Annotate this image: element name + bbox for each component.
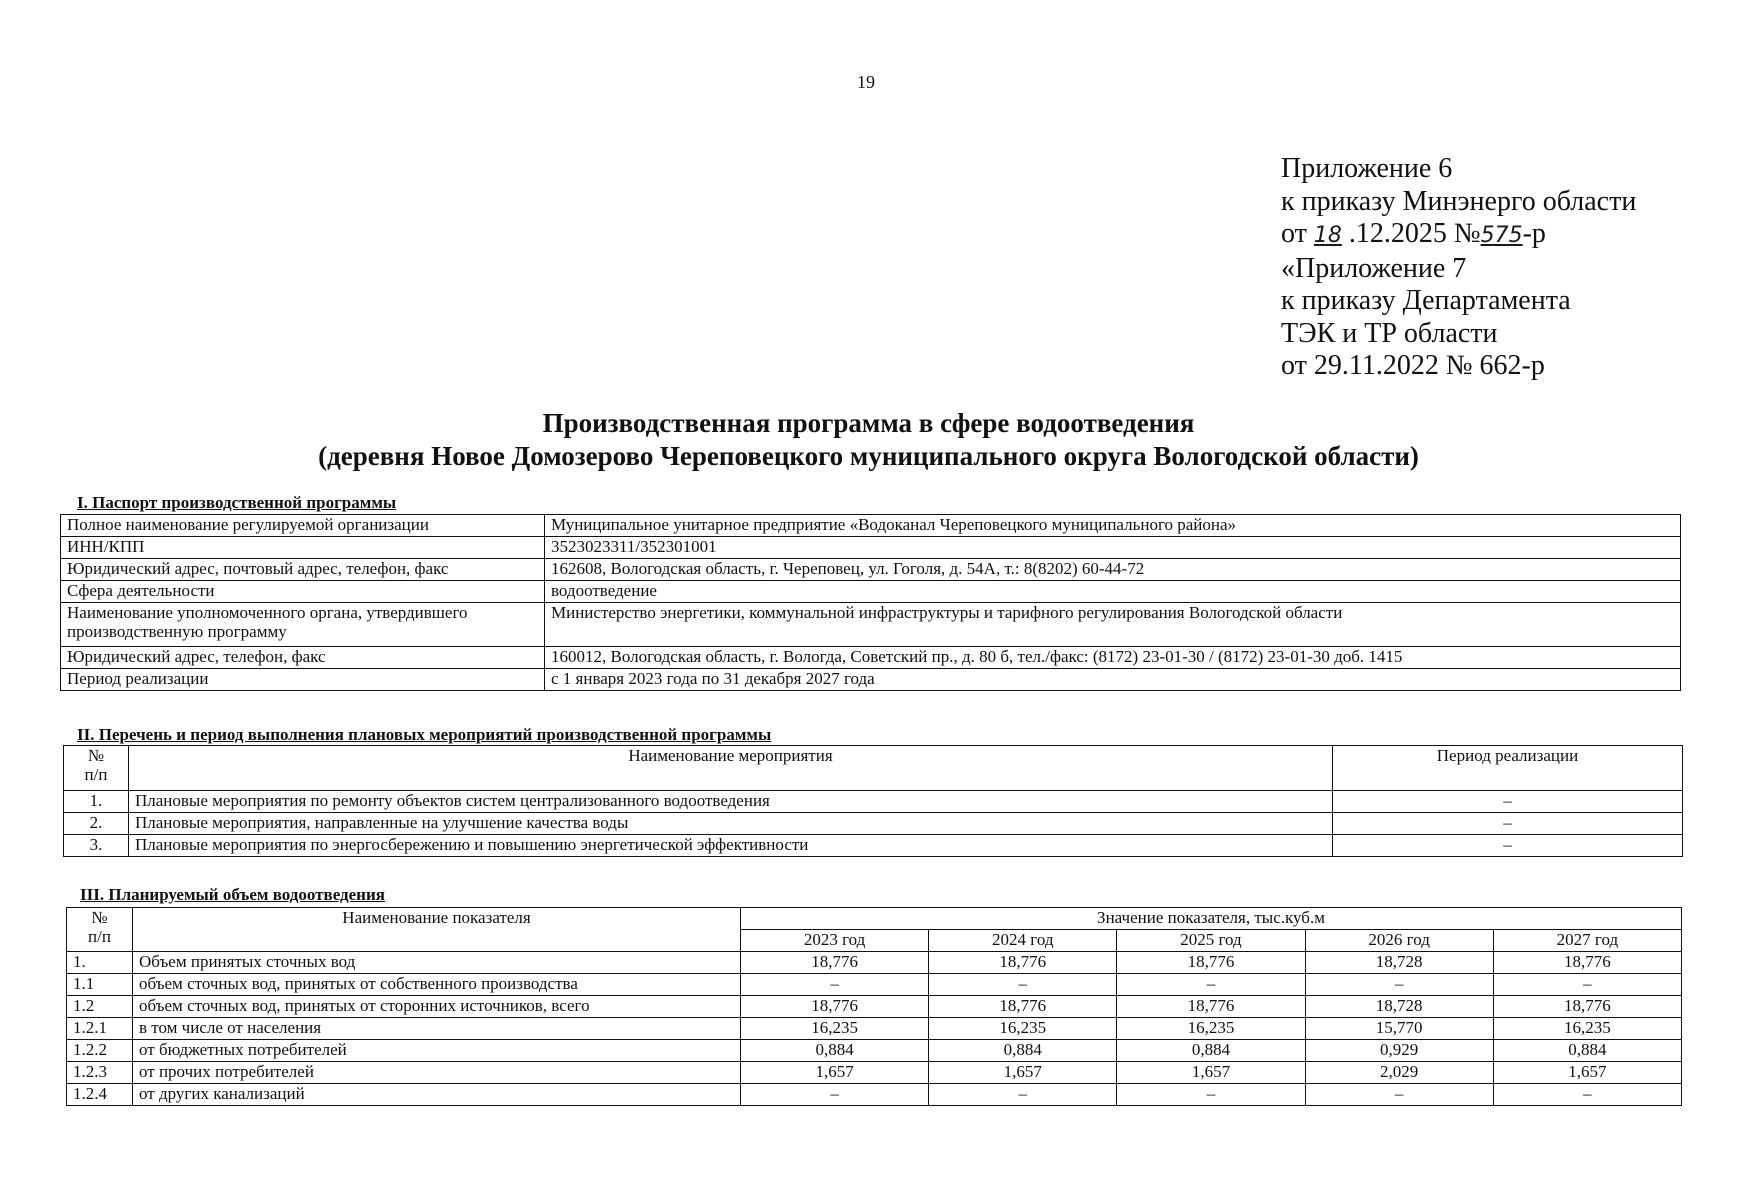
value-cell: – xyxy=(741,1084,929,1106)
row-number: 1.2 xyxy=(67,996,133,1018)
row-number: 1.1 xyxy=(67,974,133,996)
value-cell: 18,776 xyxy=(741,952,929,974)
page-number: 19 xyxy=(857,72,875,92)
value-cell: 18,728 xyxy=(1305,952,1493,974)
table-row xyxy=(61,559,1681,581)
indicator-name: в том числе от населения xyxy=(133,1018,741,1040)
num-column-header: № п/п xyxy=(67,908,133,952)
passport-value: 162608, Вологодская область, г. Череповец, ул. Гоголя, д. 54А, т.: 8(8202) 60-44-72 xyxy=(545,559,1681,581)
appendix-line: «Приложение 7 xyxy=(1281,252,1467,284)
passport-label: Юридический адрес, почтовый адрес, телефон, факс xyxy=(61,559,545,581)
row-number: 3. xyxy=(64,835,129,857)
table-row xyxy=(67,974,1682,996)
table-row xyxy=(61,647,1681,669)
row-number: 1.2.4 xyxy=(67,1084,133,1106)
passport-value: водоотведение xyxy=(545,581,1681,603)
table-row xyxy=(61,669,1681,691)
value-cell: 16,235 xyxy=(1117,1018,1305,1040)
table-row xyxy=(67,1062,1682,1084)
value-cell: 16,235 xyxy=(741,1018,929,1040)
value-cell: 18,776 xyxy=(1493,952,1681,974)
measure-name: Плановые мероприятия, направленные на улучшение качества воды xyxy=(129,813,1333,835)
row-number: 1.2.3 xyxy=(67,1062,133,1084)
table-row xyxy=(67,1084,1682,1106)
appendix-order-line xyxy=(1281,218,1636,253)
order-prefix: от xyxy=(1281,218,1314,249)
row-number: 1.2.2 xyxy=(67,1040,133,1062)
appendix-line: к приказу Департамента xyxy=(1281,285,1571,316)
table-row xyxy=(64,791,1683,813)
order-suffix: -р xyxy=(1522,218,1546,249)
passport-label: Сфера деятельности xyxy=(61,581,545,603)
passport-label: Юридический адрес, телефон, факс xyxy=(61,647,545,669)
value-cell: 0,884 xyxy=(741,1040,929,1062)
value-cell: – xyxy=(1493,1084,1681,1106)
passport-value: 160012, Вологодская область, г. Вологда, Советский пр., д. 80 б, тел./факс: (8172) 23-01-30 / (8172) 23-01-30 доб. 1415 xyxy=(545,647,1681,669)
value-cell: – xyxy=(1117,1084,1305,1106)
table-row xyxy=(67,996,1682,1018)
title-line-2: (деревня Новое Домозерово Череповецкого муниципального округа Вологодской области) xyxy=(318,441,1419,471)
row-number: 1. xyxy=(64,791,129,813)
value-cell: 1,657 xyxy=(1117,1062,1305,1084)
handwritten-order-day: 18 xyxy=(1313,223,1342,248)
appendix-line: ТЭК и ТР области xyxy=(1281,317,1498,349)
passport-value: Муниципальное унитарное предприятие «Водоканал Череповецкого муниципального района» xyxy=(545,515,1681,537)
year-column-header: 2027 год xyxy=(1493,930,1681,952)
table-row xyxy=(64,835,1683,857)
title-line-1: Производственная программа в сфере водоотведения xyxy=(542,408,1195,438)
row-number: 2. xyxy=(64,813,129,835)
passport-value: Министерство энергетики, коммунальной инфраструктуры и тарифного регулирования Вологодской области xyxy=(545,603,1681,647)
num-column-header: № п/п xyxy=(64,746,129,791)
value-cell: – xyxy=(741,974,929,996)
indicator-name: объем сточных вод, принятых от сторонних источников, всего xyxy=(133,996,741,1018)
value-cell: – xyxy=(929,1084,1117,1106)
appendix-line: от 29.11.2022 № 662-р xyxy=(1281,350,1545,381)
section-1-heading: I. Паспорт производственной программы xyxy=(77,493,397,512)
value-cell: – xyxy=(1493,974,1681,996)
indicator-name: от других канализаций xyxy=(133,1084,741,1106)
row-number: 1.2.1 xyxy=(67,1018,133,1040)
value-cell: 18,728 xyxy=(1305,996,1493,1018)
measures-table xyxy=(63,745,1683,857)
value-cell: – xyxy=(1117,974,1305,996)
order-mid: .12.2025 № xyxy=(1341,218,1481,249)
section-3-heading: III. Планируемый объем водоотведения xyxy=(80,885,385,904)
value-cell: 18,776 xyxy=(929,952,1117,974)
period-column-header: Период реализации xyxy=(1333,746,1683,791)
year-column-header: 2024 год xyxy=(929,930,1117,952)
row-number: 1. xyxy=(67,952,133,974)
year-column-header: 2025 год xyxy=(1117,930,1305,952)
value-cell: 1,657 xyxy=(741,1062,929,1084)
value-cell: 15,770 xyxy=(1305,1018,1493,1040)
table-row xyxy=(67,1040,1682,1062)
value-cell: 18,776 xyxy=(1493,996,1681,1018)
measure-period: – xyxy=(1333,835,1683,857)
appendix-line: к приказу Минэнерго области xyxy=(1281,185,1637,217)
measure-name: Плановые мероприятия по ремонту объектов систем централизованного водоотведения xyxy=(129,791,1333,813)
measure-name: Плановые мероприятия по энергосбережению и повышению энергетической эффективности xyxy=(129,835,1333,857)
document-title xyxy=(0,407,1737,473)
value-cell: 1,657 xyxy=(929,1062,1117,1084)
value-cell: 18,776 xyxy=(741,996,929,1018)
passport-label: Полное наименование регулируемой организации xyxy=(61,515,545,537)
value-cell: 16,235 xyxy=(929,1018,1117,1040)
table-row xyxy=(67,952,1682,974)
value-cell: 0,929 xyxy=(1305,1040,1493,1062)
volume-table xyxy=(66,907,1682,1106)
indicator-column-header: Наименование показателя xyxy=(133,908,741,952)
table-header-row xyxy=(64,746,1683,791)
measure-period: – xyxy=(1333,813,1683,835)
appendix-block xyxy=(1281,153,1636,383)
value-cell: – xyxy=(1305,974,1493,996)
indicator-name: от прочих потребителей xyxy=(133,1062,741,1084)
table-row xyxy=(61,537,1681,559)
passport-label: ИНН/КПП xyxy=(61,537,545,559)
year-column-header: 2023 год xyxy=(741,930,929,952)
passport-value: 3523023311/352301001 xyxy=(545,537,1681,559)
indicator-name: Объем принятых сточных вод xyxy=(133,952,741,974)
appendix-line: Приложение 6 xyxy=(1281,153,1453,184)
value-cell: 0,884 xyxy=(1117,1040,1305,1062)
indicator-name: объем сточных вод, принятых от собственного производства xyxy=(133,974,741,996)
value-group-header: Значение показателя, тыс.куб.м xyxy=(741,908,1682,930)
value-cell: 2,029 xyxy=(1305,1062,1493,1084)
value-cell: 18,776 xyxy=(1117,952,1305,974)
value-cell: 18,776 xyxy=(1117,996,1305,1018)
table-row xyxy=(61,581,1681,603)
table-row xyxy=(61,603,1681,647)
table-row xyxy=(61,515,1681,537)
value-cell: 0,884 xyxy=(929,1040,1117,1062)
table-row xyxy=(67,1018,1682,1040)
year-column-header: 2026 год xyxy=(1305,930,1493,952)
passport-label: Период реализации xyxy=(61,669,545,691)
value-cell: 16,235 xyxy=(1493,1018,1681,1040)
value-cell: 0,884 xyxy=(1493,1040,1681,1062)
indicator-name: от бюджетных потребителей xyxy=(133,1040,741,1062)
table-row xyxy=(64,813,1683,835)
table-header-row xyxy=(67,908,1682,930)
passport-value: с 1 января 2023 года по 31 декабря 2027 года xyxy=(545,669,1681,691)
measure-period: – xyxy=(1333,791,1683,813)
handwritten-order-number: 575 xyxy=(1480,223,1523,248)
passport-label: Наименование уполномоченного органа, утвердившего производственную программу xyxy=(61,603,545,647)
name-column-header: Наименование мероприятия xyxy=(129,746,1333,791)
value-cell: 18,776 xyxy=(929,996,1117,1018)
section-2-heading: II. Перечень и период выполнения плановых мероприятий производственной программы xyxy=(77,725,772,744)
value-cell: – xyxy=(1305,1084,1493,1106)
passport-table xyxy=(60,514,1681,691)
value-cell: 1,657 xyxy=(1493,1062,1681,1084)
value-cell: – xyxy=(929,974,1117,996)
